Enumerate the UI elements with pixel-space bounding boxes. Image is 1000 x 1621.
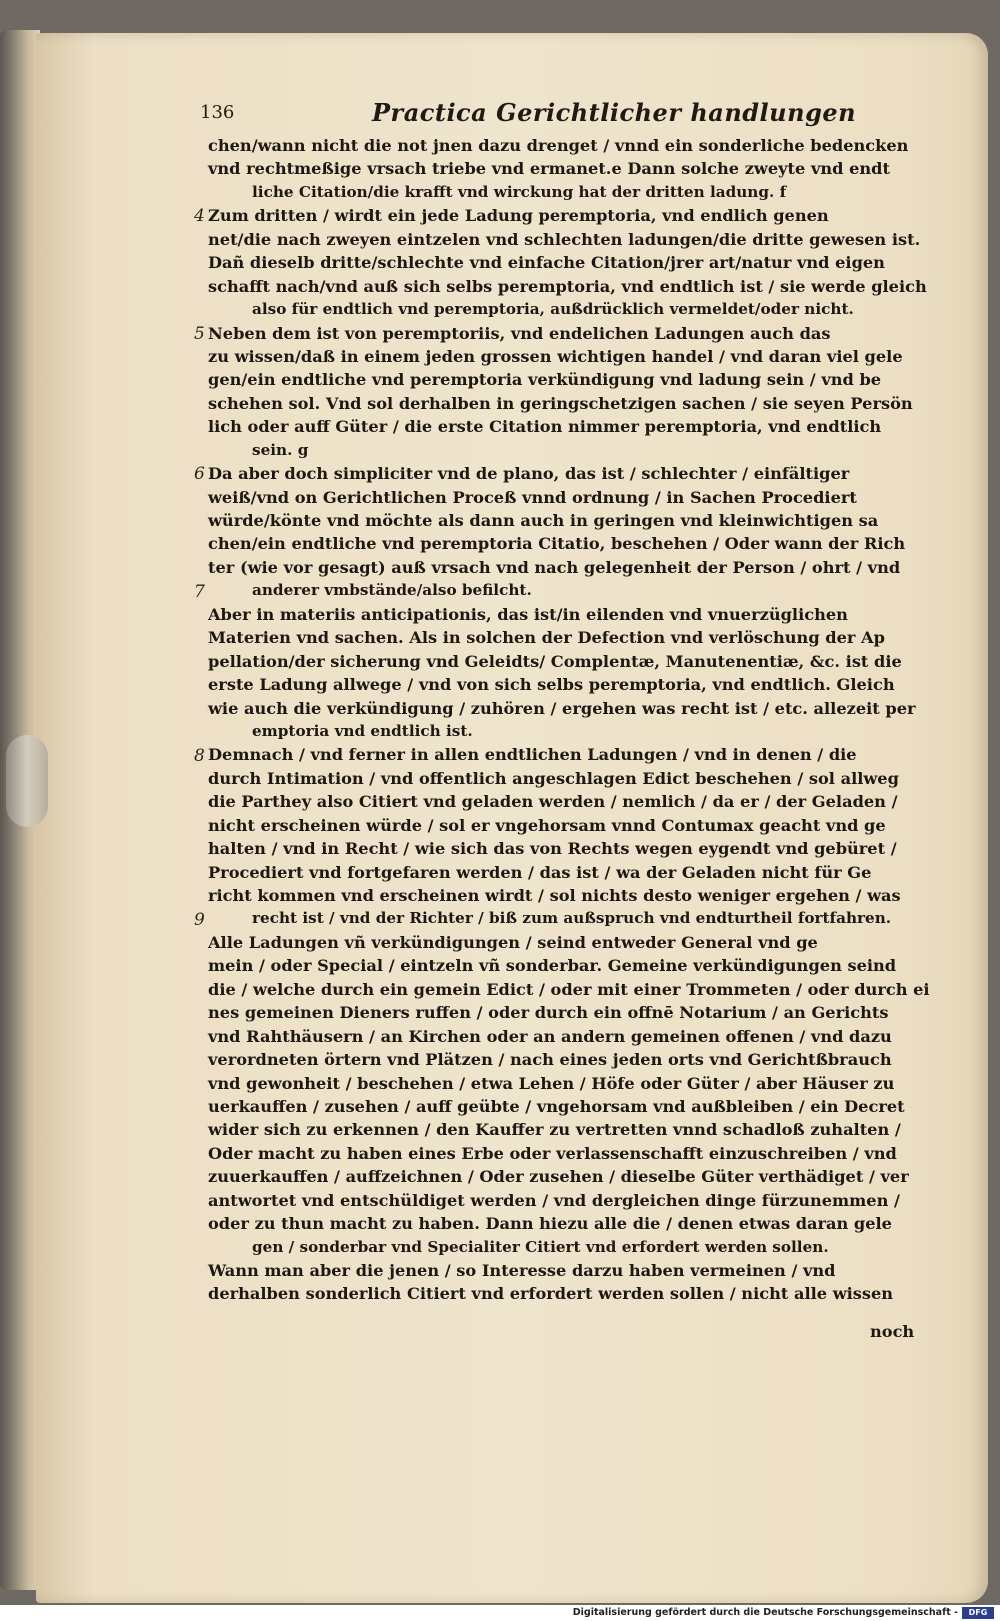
text-line: Zum dritten / wirdt ein jede Ladung peremptoria, vnd endlich genen [208, 206, 829, 226]
text-line: gen/ein endtliche vnd peremptoria verkündigung vnd ladung sein / vnd be [208, 370, 882, 390]
page-header [200, 98, 857, 132]
text-line: halten / vnd in Recht / wie sich das von Rechts wegen eygendt vnd gebüret / [208, 839, 897, 859]
text-line: Demnach / vnd ferner in allen endtlichen Ladungen / vnd in denen / die [208, 745, 857, 765]
text-line: Dañ dieselb dritte/schlechte vnd einfache Citation/jrer art/natur vnd eigen [208, 253, 885, 273]
text-line: ter (wie vor gesagt) auß vrsach vnd nach gelegenheit der Person / ohrt / vnd [208, 557, 901, 577]
text-line: recht ist / vnd der Richter / biß zum außspruch vnd endturtheil fortfahren. [252, 909, 892, 928]
text-line: lich oder auff Güter / die erste Citation nimmer peremptoria, vnd endtlich [208, 417, 882, 437]
catchword: noch [870, 1322, 915, 1341]
text-line: richt kommen vnd erscheinen wirdt / sol nichts desto weniger ergehen / was [208, 886, 901, 905]
text-line: pellation/der sicherung vnd Geleidts/ Complentæ, Manutenentiæ, &c. ist die [208, 651, 902, 671]
text-line: liche Citation/die krafft vnd wirckung hat der dritten ladung. f [252, 182, 787, 201]
margin-number: 6 [194, 464, 205, 485]
text-line: Materien vnd sachen. Als in solchen der Defection vnd verlöschung der Ap [208, 628, 885, 648]
page-clip [6, 735, 48, 827]
text-line: net/die nach zweyen eintzelen vnd schlechten ladungen/die dritte gewesen ist. [208, 229, 921, 249]
text-line: durch Intimation / vnd offentlich angeschlagen Edict beschehen / sol allweg [208, 768, 899, 788]
text-line: vnd Rahthäusern / an Kirchen oder an andern gemeinen offenen / vnd dazu [208, 1026, 892, 1046]
running-title: Practica Gerichtlicher handlungen [372, 98, 857, 127]
text-line: Alle Ladungen vñ verkündigungen / seind entweder General vnd ge [208, 932, 818, 952]
text-line: gen / sonderbar vnd Specialiter Citiert vnd erfordert werden sollen. [252, 1237, 829, 1256]
text-line: schafft nach/vnd auß sich selbs peremptoria, vnd endtlich ist / sie werde gleich [208, 276, 927, 296]
text-line: nes gemeinen Dieners ruffen / oder durch ein offnē Notarium / an Gerichts [208, 1003, 889, 1023]
text-line: sein. g [252, 440, 309, 459]
text-line: also für endtlich vnd peremptoria, außdrücklich vermeldet/oder nicht. [252, 300, 854, 319]
page-number: 136 [200, 102, 235, 123]
text-line: Wann man aber die jenen / so Interesse darzu haben vermeinen / vnd [208, 1261, 836, 1280]
text-line: erste Ladung allwege / vnd von sich selbs peremptoria, vnd endtlich. Gleich [208, 675, 895, 695]
margin-number: 8 [194, 745, 205, 766]
footer-credit: Digitalisierung gefördert durch die Deutsche Forschungsgemeinschaft - [572, 1607, 958, 1618]
text-line: chen/ein endtliche vnd peremptoria Citatio, beschehen / Oder wann der Rich [208, 534, 906, 554]
text-line: Neben dem ist von peremptoriis, vnd endelichen Ladungen auch das [208, 323, 831, 343]
text-line: Procediert vnd fortgefaren werden / das ist / wa der Geladen nicht für Ge [208, 862, 872, 882]
text-line: zuuerkauffen / auffzeichnen / Oder zusehen / dieselbe Güter verthädiget / ver [208, 1167, 909, 1187]
margin-number: 5 [194, 323, 205, 344]
text-line: mein / oder Special / eintzeln vñ sonderbar. Gemeine verkündigungen seind [208, 956, 897, 976]
text-line: schehen sol. Vnd sol derhalben in geringschetzigen sachen / sie seyen Persön [208, 393, 913, 413]
text-line: derhalben sonderlich Citiert vnd erfordert werden sollen / nicht alle wissen [208, 1284, 894, 1304]
text-line: weiß/vnd on Gerichtlichen Proceß vnnd ordnung / in Sachen Procediert [208, 487, 857, 507]
text-line: uerkauffen / zusehen / auff geübte / vngehorsam vnd außbleiben / ein Decret [208, 1096, 905, 1116]
text-line: die Parthey also Citiert vnd geladen werden / nemlich / da er / der Geladen / [208, 792, 898, 812]
text-line: die / welche durch ein gemein Edict / oder mit einer Trommeten / oder durch ei [208, 979, 930, 999]
text-line: antwortet vnd entschüldiget werden / vnd dergleichen dinge fürzunemmen / [208, 1190, 900, 1210]
text-line: wider sich zu erkennen / den Kauffer zu vertretten vnnd schadloß zuhalten / [208, 1120, 901, 1140]
text-line: würde/könte vnd möchte als dann auch in geringen vnd kleinwichtigen sa [208, 511, 879, 530]
text-line: zu wissen/daß in einem jeden grossen wichtigen handel / vnd daran viel gele [208, 346, 903, 366]
margin-number: 7 [194, 581, 205, 602]
text-line: Aber in materiis anticipationis, das ist/in eilenden vnd vnuerzüglichen [208, 604, 848, 624]
footer-bar [0, 1605, 1000, 1621]
text-line: nicht erscheinen würde / sol er vngehorsam vnnd Contumax geacht vnd ge [208, 815, 886, 835]
text-line: vnd gewonheit / beschehen / etwa Lehen / Höfe oder Güter / aber Häuser zu [208, 1073, 895, 1093]
text-line: chen/wann nicht die not jnen dazu drenget / vnnd ein sonderliche bedencken [208, 136, 909, 155]
text-line: anderer vmbstände/also befilcht. [252, 581, 532, 600]
margin-number: 9 [194, 909, 205, 930]
text-line: Da aber doch simpliciter vnd de plano, das ist / schlechter / einfältiger [208, 464, 850, 484]
text-line: oder zu thun macht zu haben. Dann hiezu alle die / denen etwas daran gele [208, 1214, 892, 1234]
text-line: Oder macht zu haben eines Erbe oder verlassenschafft einzuschreiben / vnd [208, 1143, 897, 1163]
text-line: wie auch die verkündigung / zuhören / ergehen was recht ist / etc. allezeit per [208, 698, 916, 718]
body-text [208, 134, 944, 1306]
text-line: vnd rechtmeßige vrsach triebe vnd ermanet.e Dann solche zweyte vnd endt [208, 159, 890, 179]
text-line: emptoria vnd endtlich ist. [252, 721, 473, 740]
margin-number: 4 [194, 206, 205, 227]
text-line: verordneten örtern vnd Plätzen / nach eines jeden orts vnd Gerichtßbrauch [208, 1050, 892, 1070]
dfg-logo: DFG [962, 1607, 994, 1619]
